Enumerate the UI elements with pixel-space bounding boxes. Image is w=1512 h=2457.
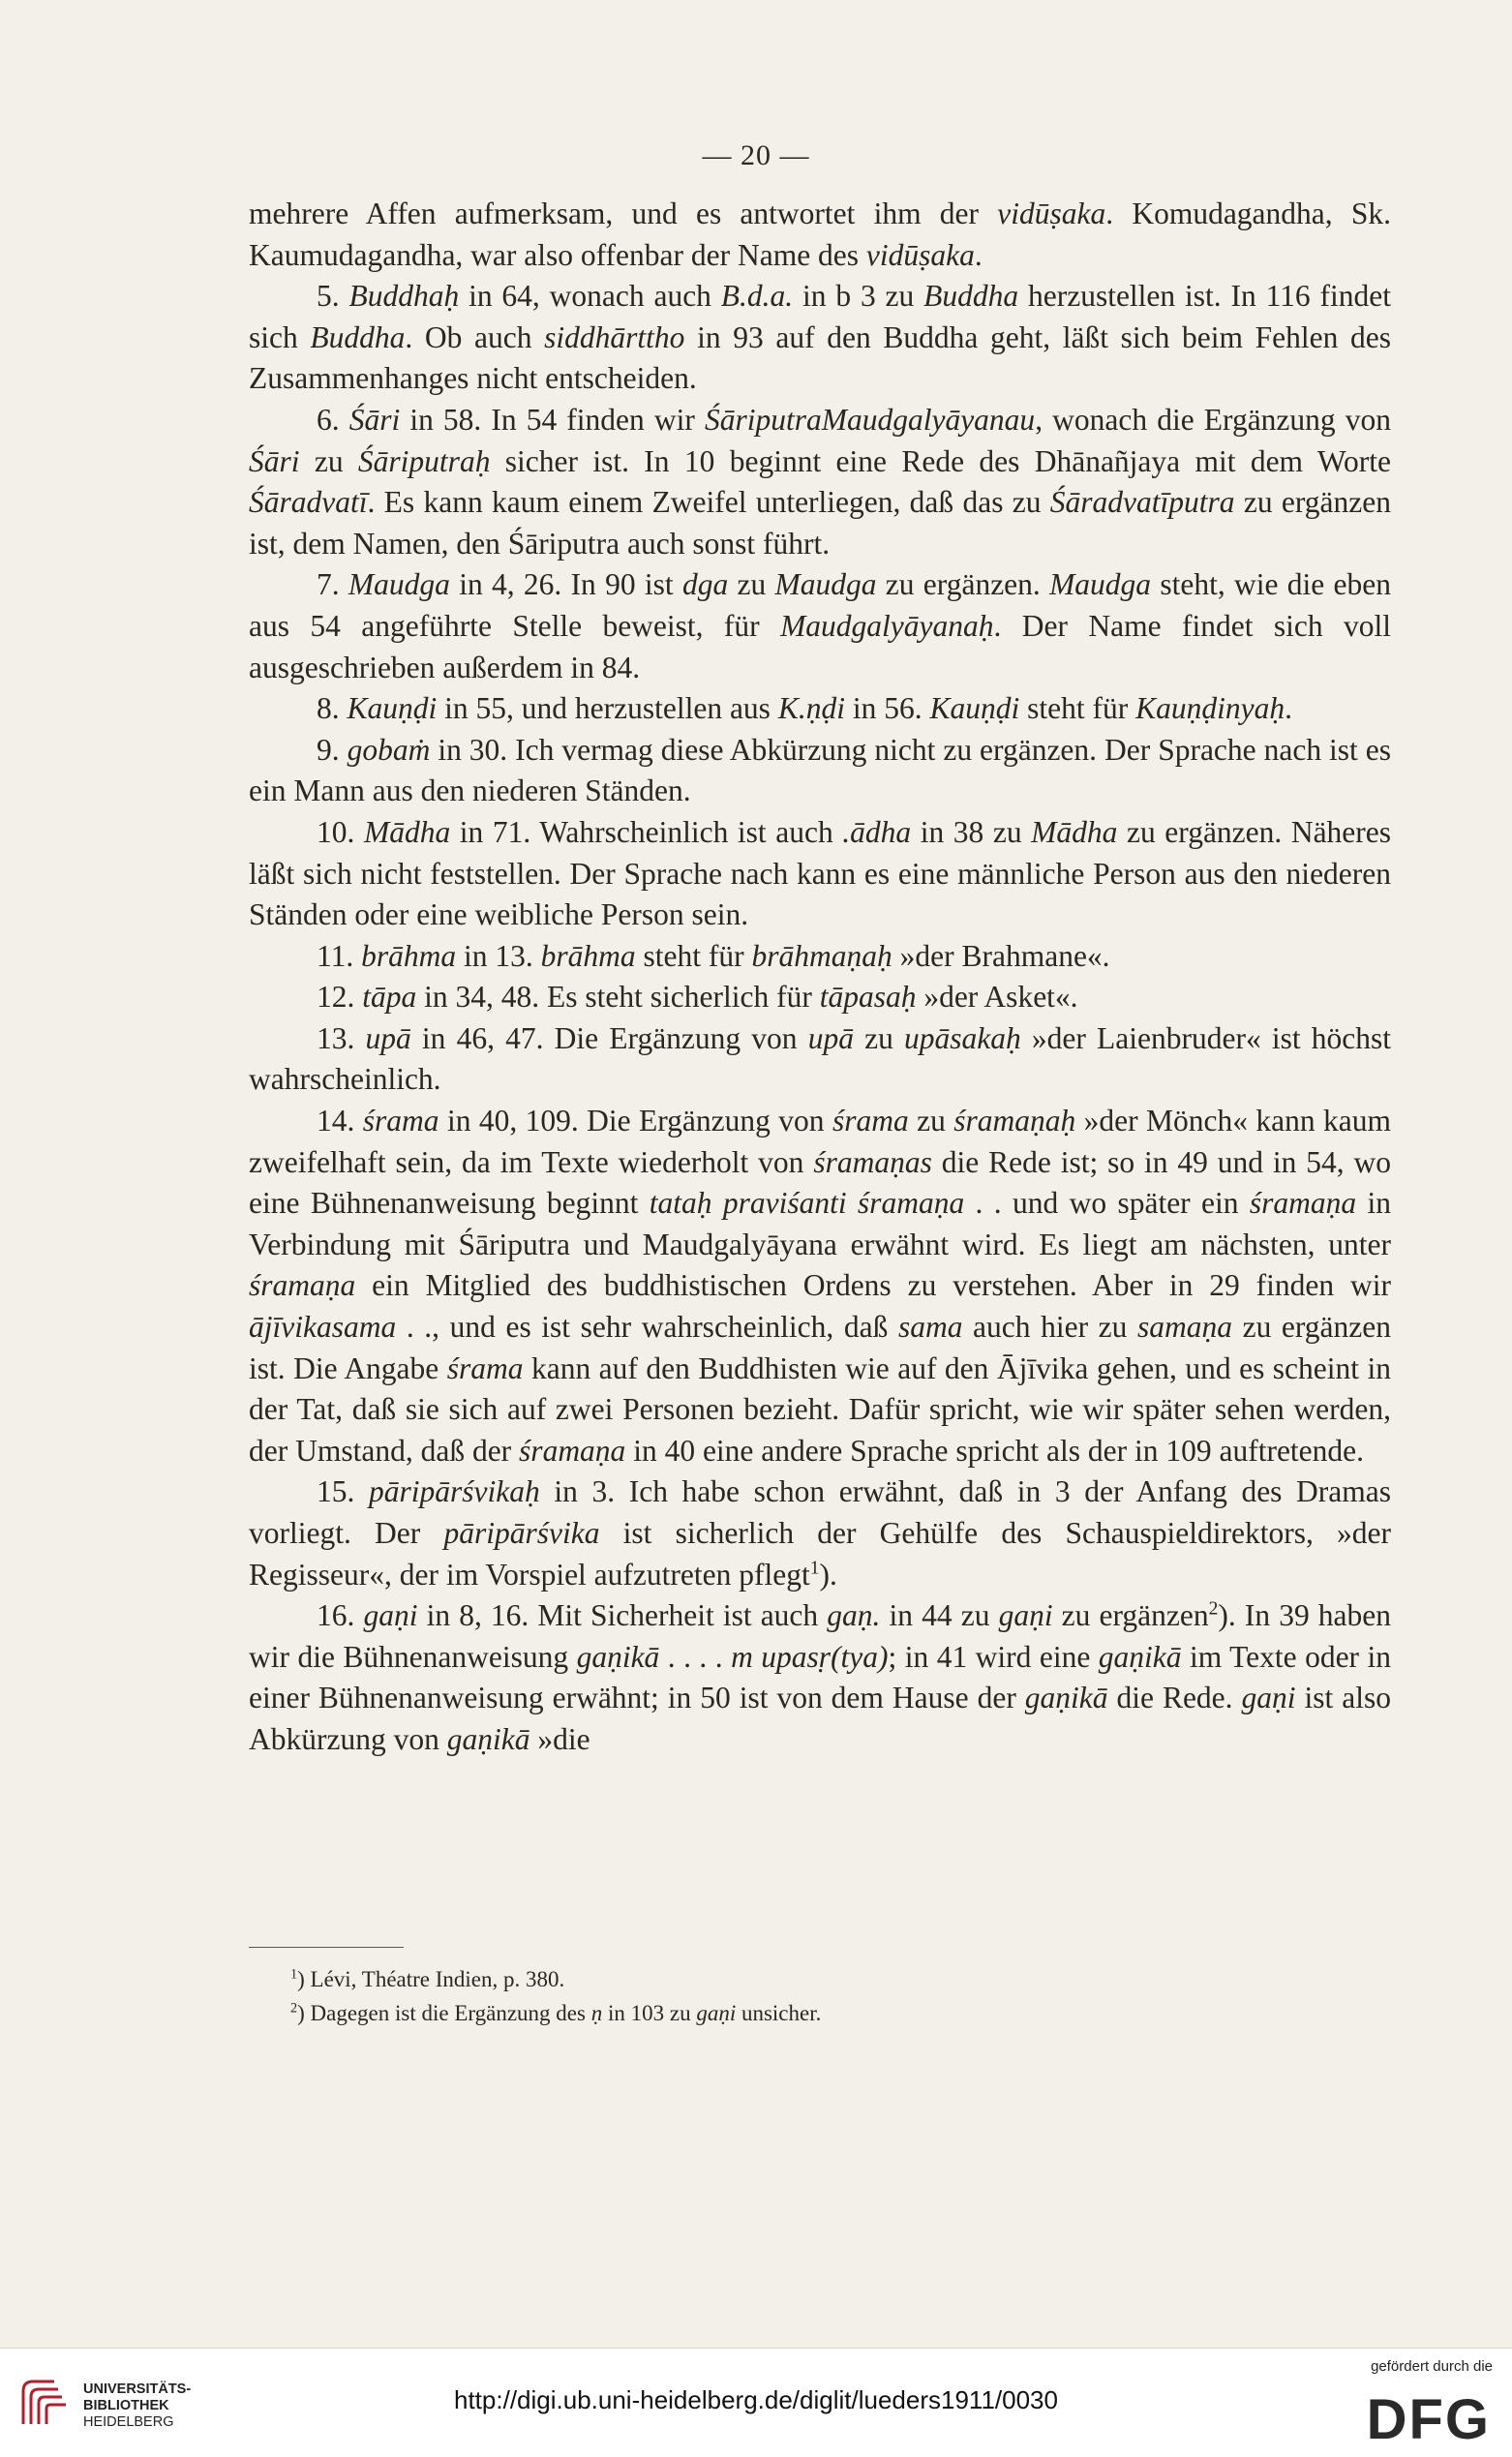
footnote: $^2$) Dagegen ist die Ergänzung des ṇ in 103 zu gaṇi unsicher.	[290, 2000, 822, 2025]
permalink-url[interactable]: http://digi.ub.uni-heidelberg.de/diglit/lueders1911/0030	[454, 2385, 1058, 2414]
footnotes	[290, 1962, 1375, 2030]
paragraph: 13. upā in 46, 47. Die Ergänzung von upā zu upāsakaḥ »der Laienbruder« ist höchst wahrscheinlich.	[249, 1020, 1392, 1097]
paragraph: 12. tāpa in 34, 48. Es steht sicherlich für tāpasaḥ »der Asket«.	[317, 980, 1078, 1015]
paragraph: 5. Buddhaḥ in 64, wonach auch B.d.a. in b 3 zu Buddha herzustellen ist. In 116 findet sich Buddha. Ob auch siddhārttho in 93 auf den Buddha geht, läßt sich beim Fehlen des Zusammenhanges nicht entscheiden.	[249, 279, 1391, 396]
paragraph: 16. gaṇi in 8, 16. Mit Sicherheit ist auch gaṇ. in 44 zu gaṇi zu ergänzen$^2$). In 39 haben wir die Bühnenanweisung gaṇikā . . . . m upasṛ(tya); in 41 wird eine gaṇikā im Texte oder in einer Bühnenanweisung erwähnt; in 50 ist von dem Hause der gaṇikā die Rede. gaṇi ist also Abkürzung von gaṇikā »die	[249, 1598, 1392, 1756]
funding-caption: gefördert durch die	[1371, 2358, 1493, 2375]
page-number: — 20 —	[702, 139, 810, 171]
paragraph: 10. Mādha in 71. Wahrscheinlich ist auch .ādha in 38 zu Mādha zu ergänzen. Näheres läßt sich nicht feststellen. Der Sprache nach kann es eine männliche Person aus den niederen Ständen oder eine weibliche Person sein.	[249, 814, 1392, 932]
paragraph: 9. gobaṁ in 30. Ich vermag diese Abkürzung nicht zu ergänzen. Der Sprache nach ist es ein Mann aus den niederen Ständen.	[249, 732, 1392, 808]
footnote-rule	[249, 1947, 404, 1948]
paragraph: 6. Śāri in 58. In 54 finden wir ŚāriputraMaudgalyāyanau, wonach die Ergänzung von Śāri zu Śāriputraḥ sicher ist. In 10 beginnt eine Rede des Dhānañjaya mit dem Worte Śāradvatī. Es kann kaum einem Zweifel unterliegen, daß das zu Śāradvatīputra zu ergänzen ist, dem Namen, den Śāriputra auch sonst führt.	[249, 402, 1391, 561]
paragraph: 15. pāripārśvikaḥ in 3. Ich habe schon erwähnt, daß in 3 der Anfang des Dramas vorliegt. Der pāripārśvika ist sicherlich der Gehülfe des Schauspieldirektors, »der Regisseur«, der im Vorspiel aufzutreten pflegt$^1$).	[249, 1474, 1392, 1592]
footnote: $^1$) Lévi, Théatre Indien, p. 380.	[290, 1966, 565, 1991]
viewer-footer	[0, 2348, 1512, 2457]
body-text	[249, 194, 1391, 1761]
paragraph: 14. śrama in 40, 109. Die Ergänzung von śrama zu śramaṇaḥ »der Mönch« kann kaum zweifelhaft sein, da im Texte wiederholt von śramaṇas die Rede ist; so in 49 und in 54, wo eine Bühnenanweisung beginnt tataḥ praviśanti śramaṇa . . und wo später ein śramaṇa in Verbindung mit Śāriputra und Maudgalyāyana erwähnt wird. Es liegt am nächsten, unter śramaṇa ein Mitglied des buddhistischen Ordens zu verstehen. Aber in 29 finden wir ājīvikasama . ., und es ist sehr wahrscheinlich, daß sama auch hier zu samaṇa zu ergänzen ist. Die Angabe śrama kann auf den Buddhisten wie auf den Ājīvika gehen, und es scheint in der Tat, daß sie sich auf zwei Personen bezieht. Dafür spricht, wie wir später sehen werden, der Umstand, daß der śramaṇa in 40 eine andere Sprache spricht als der in 109 auftretende.	[249, 1104, 1392, 1468]
dfg-logo-icon: DFG	[1366, 2388, 1491, 2451]
university-library-name: UNIVERSITÄTS- BIBLIOTHEK HEIDELBERG	[83, 2381, 192, 2430]
paragraph: mehrere Affen aufmerksam, und es antwortet ihm der vidūṣaka. Komudagandha, Sk. Kaumudagandha, war also offenbar der Name des vidūṣaka.	[249, 197, 1391, 272]
paragraph: 8. Kauṇḍi in 55, und herzustellen aus K.ṇḍi in 56. Kauṇḍi steht für Kauṇḍinyaḥ.	[317, 691, 1292, 726]
paragraph: 11. brāhma in 13. brāhma steht für brāhmaṇaḥ »der Brahmane«.	[317, 938, 1110, 973]
paragraph: 7. Maudga in 4, 26. In 90 ist dga zu Maudga zu ergänzen. Maudga steht, wie die eben aus 54 angeführte Stelle beweist, für Maudgalyāyanaḥ. Der Name findet sich voll ausgeschrieben außerdem in 84.	[249, 567, 1392, 684]
